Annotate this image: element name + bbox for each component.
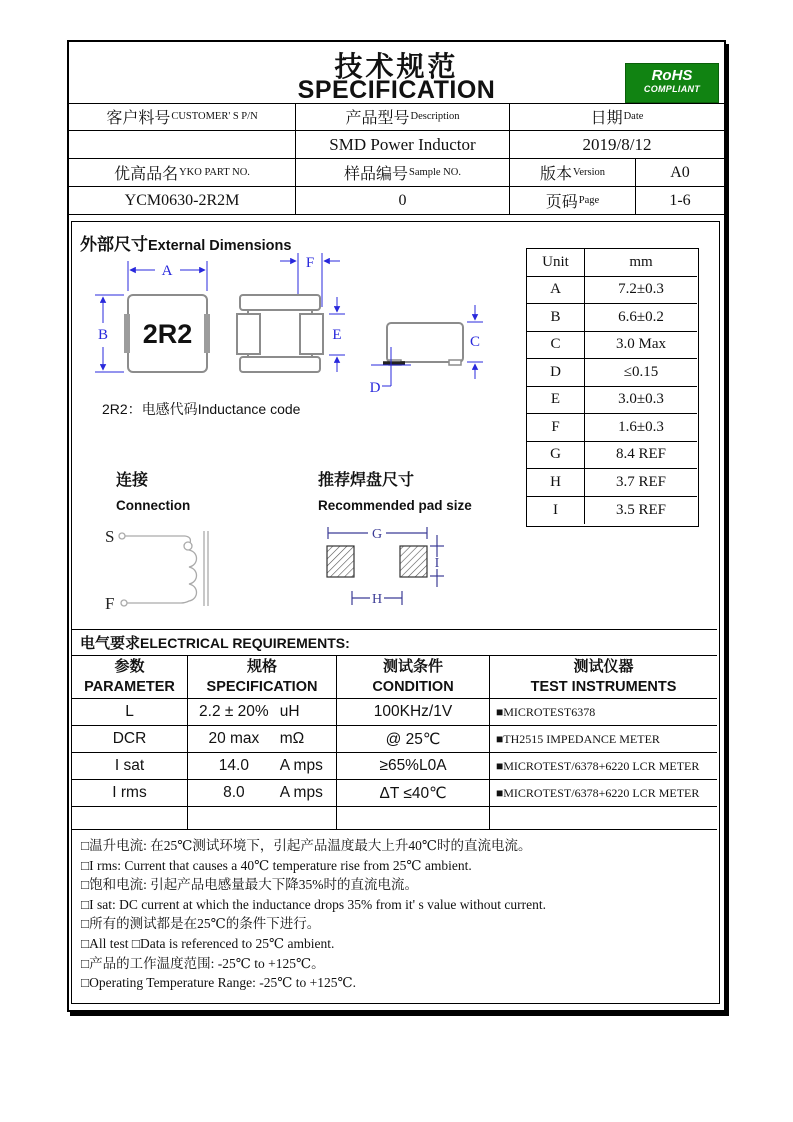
dim-label-C: C bbox=[469, 334, 481, 350]
customer-pn-value-cell bbox=[69, 131, 296, 159]
note-line: □I sat: DC current at which the inductance drops 35% from it' s value without current. bbox=[81, 896, 546, 912]
sample-no-label-en: Sample NO. bbox=[409, 167, 461, 178]
note-line: □产品的工作温度范围: -25℃ to +125℃。 bbox=[81, 955, 325, 971]
side-view-drawing bbox=[370, 305, 483, 396]
pad-size-heading-zh: 推荐焊盘尺寸 bbox=[318, 472, 415, 489]
electrical-table bbox=[72, 655, 717, 830]
spec-cell bbox=[188, 753, 337, 780]
empty-cell bbox=[72, 807, 188, 829]
description-label-zh: 产品型号 bbox=[345, 110, 410, 127]
dim-label-H: H bbox=[371, 592, 383, 607]
note-line: □Operating Temperature Range: -25℃ to +125℃. bbox=[81, 975, 356, 991]
pad-size-heading-en: Recommended pad size bbox=[318, 498, 472, 513]
dim-row-label: A bbox=[527, 277, 585, 305]
inductance-code-zh: 电感代码 bbox=[141, 403, 198, 418]
instrument-cell: ■TH2515 IMPEDANCE METER bbox=[490, 726, 717, 753]
dim-row-value: 3.7 REF bbox=[585, 469, 697, 497]
dim-label-G: G bbox=[371, 527, 383, 542]
spec-value: 2.2 ± 20% bbox=[199, 703, 269, 720]
dim-row-label: B bbox=[527, 304, 585, 332]
col-header-specification bbox=[188, 655, 337, 699]
param-cell: I sat bbox=[72, 753, 188, 780]
pad-size-heading bbox=[318, 467, 472, 513]
spec-unit: uH bbox=[279, 703, 300, 720]
notes-section bbox=[72, 829, 717, 1001]
condition-cell: 100KHz/1V bbox=[337, 699, 490, 726]
spec-cell bbox=[188, 726, 337, 753]
front-view-top-bar bbox=[240, 295, 320, 310]
empty-cell bbox=[490, 807, 717, 829]
document-title-zh: 技术规范 bbox=[334, 51, 459, 82]
spec-unit: A mps bbox=[279, 757, 323, 774]
front-view-right-pad bbox=[300, 314, 323, 354]
dim-row-label: I bbox=[527, 497, 585, 525]
page-label-cell bbox=[510, 187, 636, 215]
dimension-table bbox=[526, 248, 699, 527]
dim-row-label: H bbox=[527, 469, 585, 497]
spec-value: 20 max bbox=[208, 730, 260, 747]
winding-start-dot bbox=[184, 542, 192, 550]
description-label-cell bbox=[296, 103, 510, 131]
main-content-box bbox=[71, 221, 720, 1004]
external-dimensions-heading-zh: 外部尺寸 bbox=[80, 235, 148, 254]
customer-pn-label-en: CUSTOMER' S P/N bbox=[171, 111, 258, 122]
dim-label-F: F bbox=[305, 255, 315, 271]
customer-pn-label-zh: 客户料号 bbox=[106, 110, 171, 127]
condition-cell: @ 25℃ bbox=[337, 726, 490, 753]
description-value-cell bbox=[296, 131, 510, 159]
col-header-parameter-zh: 参数 bbox=[114, 657, 145, 675]
top-view-right-pad bbox=[204, 314, 210, 353]
dim-row-value: ≤0.15 bbox=[585, 359, 697, 387]
col-header-specification-zh: 规格 bbox=[246, 657, 277, 675]
dim-row-value: 3.5 REF bbox=[615, 501, 666, 518]
sample-no-value-cell bbox=[296, 187, 510, 215]
condition-cell: ≥65%L0A bbox=[337, 753, 490, 780]
dimension-table-header-unit: Unit bbox=[527, 249, 585, 277]
page-value-cell bbox=[636, 187, 724, 215]
spec-cell bbox=[188, 780, 337, 807]
connection-heading-zh: 连接 bbox=[116, 472, 149, 489]
spec-cell bbox=[188, 699, 337, 726]
yko-part-label-en: YKO PART NO. bbox=[179, 167, 250, 178]
yko-part-label-zh: 优高品名 bbox=[114, 166, 179, 183]
dim-row-label: E bbox=[527, 387, 585, 415]
description-value: SMD Power Inductor bbox=[329, 134, 476, 154]
connection-heading-en: Connection bbox=[116, 498, 191, 513]
date-value-cell bbox=[510, 131, 724, 159]
version-label-en: Version bbox=[572, 167, 606, 178]
date-label-zh: 日期 bbox=[590, 110, 623, 127]
dim-row-value: 1.6±0.3 bbox=[585, 414, 697, 442]
top-view-drawing bbox=[95, 261, 210, 372]
date-label-en: Date bbox=[623, 111, 644, 122]
version-value: A0 bbox=[670, 163, 690, 181]
spec-unit: A mps bbox=[279, 784, 323, 801]
component-views-drawing bbox=[75, 251, 525, 421]
electrical-requirements-heading bbox=[72, 629, 717, 656]
top-view-left-pad bbox=[124, 314, 130, 353]
col-header-instruments-zh: 测试仪器 bbox=[573, 657, 634, 675]
inductance-code-value: 2R2： bbox=[102, 401, 142, 417]
param-cell: L bbox=[72, 699, 188, 726]
rohs-compliant-badge bbox=[625, 63, 719, 103]
inductance-code-note bbox=[102, 399, 300, 419]
sample-no-label-zh: 样品编号 bbox=[344, 166, 409, 183]
yko-part-value-cell bbox=[69, 187, 296, 215]
note-line: □温升电流: 在25℃测试环境下，引起产品温度最大上升40℃时的直流电流。 bbox=[81, 838, 532, 853]
param-cell: I rms bbox=[72, 780, 188, 807]
note-line: □I rms: Current that causes a 40℃ temperature rise from 25℃ ambient. bbox=[81, 857, 472, 873]
spec-unit: mΩ bbox=[279, 730, 305, 747]
document-title-en: SPECIFICATION bbox=[297, 76, 496, 104]
spec-value: 8.0 bbox=[223, 784, 245, 801]
electrical-heading-en: ELECTRICAL REQUIREMENTS: bbox=[140, 634, 350, 651]
electrical-heading-zh: 电气要求 bbox=[80, 635, 141, 652]
col-header-parameter-en: PARAMETER bbox=[84, 678, 175, 695]
col-header-condition bbox=[337, 655, 490, 699]
dim-row-value: 7.2±0.3 bbox=[585, 277, 697, 305]
col-header-parameter bbox=[72, 655, 188, 699]
note-line: □All test □Data is referenced to 25℃ ambient. bbox=[81, 935, 335, 951]
side-view-right-foot bbox=[449, 360, 461, 365]
dim-row-value: 6.6±0.2 bbox=[585, 304, 697, 332]
sample-no-label-cell bbox=[296, 159, 510, 187]
connection-heading bbox=[116, 467, 190, 513]
rohs-badge-line1: RoHS bbox=[651, 67, 693, 84]
dim-row-label: D bbox=[527, 359, 585, 387]
dim-label-E: E bbox=[332, 327, 342, 343]
dim-label-I: I bbox=[434, 556, 440, 571]
dim-row-label: F bbox=[527, 414, 585, 442]
dim-label-A: A bbox=[161, 263, 173, 279]
dim-label-B: B bbox=[97, 327, 109, 343]
page-value: 1-6 bbox=[669, 191, 691, 209]
description-label-en: Description bbox=[410, 111, 460, 122]
yko-part-value: YCM0630-2R2M bbox=[124, 191, 240, 209]
note-line: □饱和电流: 引起产品电感量最大下降35%时的直流电流。 bbox=[81, 877, 419, 893]
pad-right bbox=[400, 546, 427, 577]
instrument-cell: ■MICROTEST6378 bbox=[490, 699, 717, 726]
col-header-specification-en: SPECIFICATION bbox=[206, 678, 318, 695]
version-label-cell bbox=[510, 159, 636, 187]
dim-row-value: 3.0 Max bbox=[585, 332, 697, 360]
dimension-table-header-mm: mm bbox=[585, 249, 697, 277]
param-cell: DCR bbox=[72, 726, 188, 753]
pad-left bbox=[327, 546, 354, 577]
dim-row-value: 3.0±0.3 bbox=[585, 387, 697, 415]
sample-no-value: 0 bbox=[398, 191, 407, 209]
inductance-code-en: Inductance code bbox=[197, 401, 301, 417]
terminal-finish-label: F bbox=[105, 594, 115, 613]
front-view-bottom-bar bbox=[240, 357, 320, 372]
empty-cell bbox=[188, 807, 337, 829]
dim-label-D: D bbox=[369, 380, 381, 396]
dim-row-label: G bbox=[527, 442, 585, 470]
yko-part-label-cell bbox=[69, 159, 296, 187]
side-view-body bbox=[387, 323, 463, 362]
document-frame bbox=[67, 40, 726, 1012]
front-view-left-pad bbox=[237, 314, 260, 354]
col-header-condition-en: CONDITION bbox=[372, 678, 454, 695]
page-label-en: Page bbox=[578, 195, 600, 206]
customer-pn-label-cell bbox=[69, 103, 296, 131]
connection-schematic bbox=[95, 519, 230, 619]
terminal-start-dot bbox=[119, 533, 125, 539]
empty-cell bbox=[337, 807, 490, 829]
col-header-instruments bbox=[490, 655, 717, 699]
part-marking-text: 2R2 bbox=[142, 319, 193, 349]
spec-value: 14.0 bbox=[218, 757, 249, 774]
dim-row-value: 8.4 REF bbox=[585, 442, 697, 470]
instrument-cell: ■MICROTEST/6378+6220 LCR METER bbox=[490, 780, 717, 807]
terminal-start-label: S bbox=[105, 527, 115, 546]
front-view-drawing bbox=[237, 253, 345, 372]
col-header-instruments-en: TEST INSTRUMENTS bbox=[530, 678, 677, 695]
rohs-badge-line2: COMPLIANT bbox=[643, 84, 701, 94]
note-line: □所有的测试都是在25℃的条件下进行。 bbox=[81, 916, 321, 932]
header-info-table bbox=[69, 103, 724, 215]
terminal-finish-dot bbox=[121, 600, 127, 606]
dim-row-label: C bbox=[527, 332, 585, 360]
version-label-zh: 版本 bbox=[539, 166, 572, 183]
pad-layout-drawing bbox=[310, 519, 525, 619]
date-label-cell bbox=[510, 103, 724, 131]
title-bar bbox=[69, 42, 724, 104]
date-value: 2019/8/12 bbox=[582, 134, 652, 154]
condition-cell: ΔT ≤40℃ bbox=[337, 780, 490, 807]
version-value-cell bbox=[636, 159, 724, 187]
page-label-zh: 页码 bbox=[545, 194, 578, 211]
coil-winding bbox=[127, 550, 197, 603]
external-dimensions-heading-en: External Dimensions bbox=[148, 238, 292, 254]
col-header-condition-zh: 测试条件 bbox=[382, 657, 443, 675]
instrument-cell: ■MICROTEST/6378+6220 LCR METER bbox=[490, 753, 717, 780]
